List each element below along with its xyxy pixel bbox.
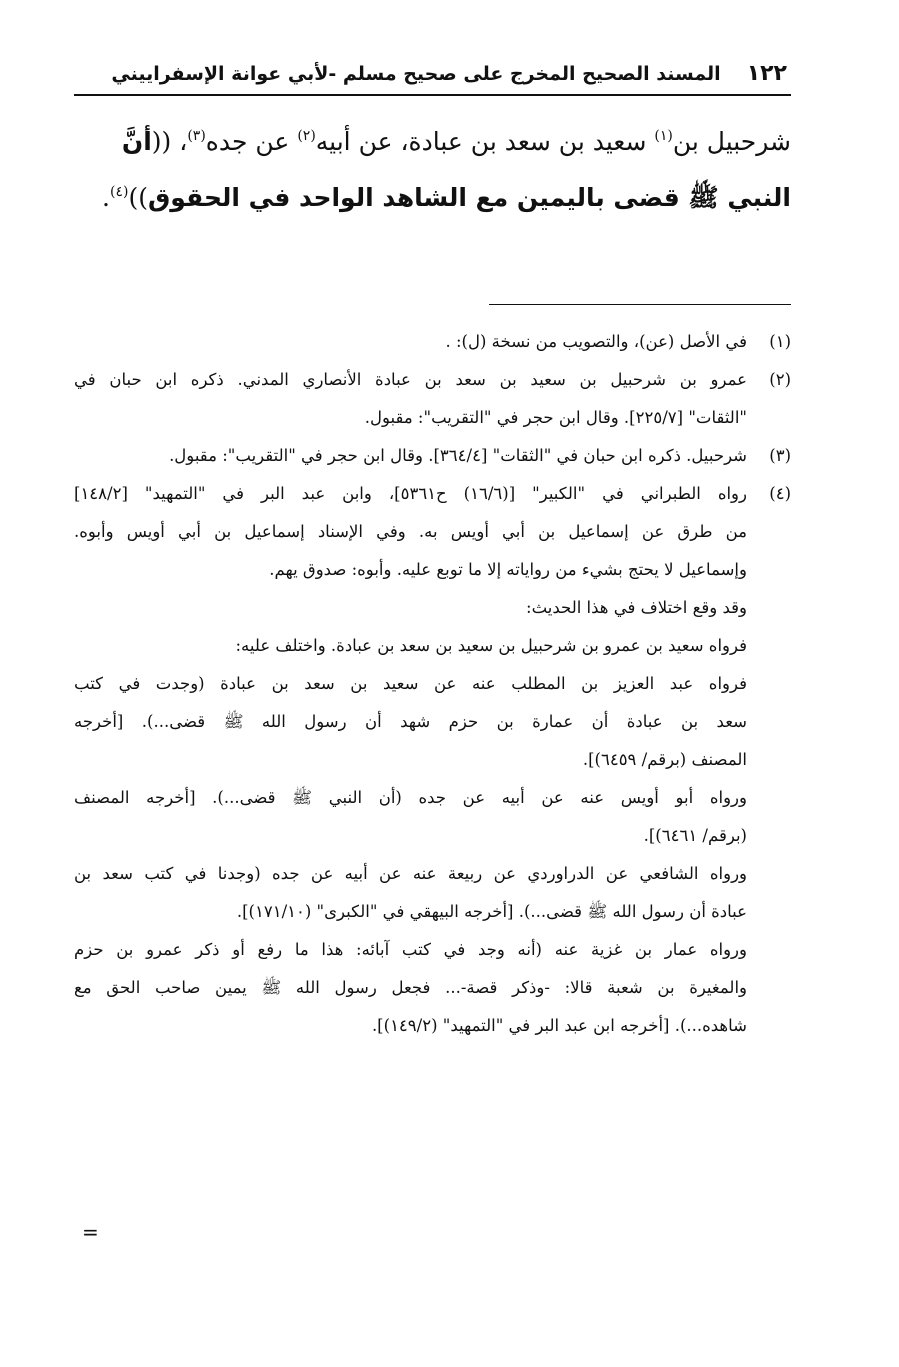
- footnote-line: سعد بن عبادة أن عمارة بن حزم شهد أن رسول الله ﷺ قضى...). [أخرجه: [74, 712, 747, 731]
- footnote-line: فرواه سعيد بن عمرو بن شرحبيل بن سعيد بن سعد بن عبادة. واختلف عليه:: [235, 636, 747, 655]
- footnote-ref-4: (٤): [109, 184, 129, 200]
- footnote-line: ورواه عمار بن غزية عنه (أنه وجد في كتب آبائه: هذا ما رفع أو ذكر عمرو بن حزم: [74, 940, 747, 959]
- hadith-text-bold: النبي ﷺ قضى باليمين مع الشاهد الواحد في الحقوق: [147, 183, 791, 212]
- continuation-mark: =: [82, 1220, 99, 1244]
- footnote-line: في الأصل (عن)، والتصويب من نسخة (ل): .: [445, 332, 747, 351]
- footnote-1: [74, 323, 791, 361]
- page-number: ١٢٢: [746, 61, 787, 86]
- main-text-part: سعيد بن سعد بن عبادة، عن أبيه: [315, 127, 655, 156]
- footnote-line: شاهده...). [أخرجه ابن عبد البر في "التمهيد" (١٤٩/٢)].: [371, 1016, 747, 1035]
- footnotes: [74, 323, 791, 1045]
- footnote-paragraph-b: [74, 665, 747, 779]
- footnote-line: وقد وقع اختلاف في هذا الحديث:: [526, 598, 747, 617]
- footnote-paragraph-d: [74, 855, 747, 931]
- footnote-ref-2: (٢): [297, 128, 316, 144]
- page: [74, 56, 791, 1045]
- footnote-separator: [489, 304, 791, 305]
- footnote-ref-3: (٣): [187, 128, 206, 144]
- footnote-number: (٣): [769, 446, 791, 465]
- footnote-2: [74, 361, 791, 437]
- footnote-line: عبادة أن رسول الله ﷺ قضى...). [أخرجه البيهقي في "الكبرى" (١٧١/١٠)].: [236, 902, 747, 921]
- footnote-3: [74, 437, 791, 475]
- main-text-part: ، ((: [151, 127, 188, 156]
- footnote-number: (٤): [769, 484, 791, 503]
- footnote-paragraph-e: [74, 931, 747, 1045]
- footnote-line: ورواه الشافعي عن الدراوردي عن ربيعة عنه عن أبيه عن جده (وجدنا في كتب سعد بن: [74, 864, 747, 883]
- footnote-line: من طرق عن إسماعيل بن أبي أويس به. وفي الإسناد إسماعيل بن أبي أويس وأبوه.: [74, 522, 747, 541]
- footnote-line: فرواه عبد العزيز بن المطلب عنه عن سعيد بن سعد بن عبادة (وجدت في كتب: [74, 674, 747, 693]
- footnote-paragraph-a: [74, 627, 747, 665]
- hadith-paragraph: [74, 114, 791, 226]
- footnote-line: رواه الطبراني في "الكبير" [(١٦/٦) ح٥٣٦١]، وابن عبد البر في "التمهيد" [١٤٨/٢]: [74, 484, 747, 503]
- footnote-4: [74, 475, 791, 627]
- footnote-paragraph-c: [74, 779, 747, 855]
- main-text-part: شرحبيل بن: [672, 127, 791, 156]
- footnote-line: "الثقات" [٢٢٥/٧]. وقال ابن حجر في "التقريب": مقبول.: [364, 408, 747, 427]
- footnote-line: والمغيرة بن شعبة قالا: -وذكر قصة-... فجعل رسول الله ﷺ يمين صاحب الحق مع: [74, 978, 747, 997]
- footnote-number: (١): [769, 332, 791, 351]
- footnote-line: شرحبيل. ذكره ابن حبان في "الثقات" [٣٦٤/٤]. وقال ابن حجر في "التقريب": مقبول.: [169, 446, 747, 465]
- header-rule: [74, 94, 791, 96]
- footnote-line: وإسماعيل لا يحتج بشيء من رواياته إلا ما توبع عليه. وأبوه: صدوق يهم.: [269, 560, 747, 579]
- footnote-line: عمرو بن شرحبيل بن سعيد بن سعد بن عبادة الأنصاري المدني. ذكره ابن حبان في: [74, 370, 747, 389]
- main-text-part: عن جده: [205, 127, 298, 156]
- main-text-part: .: [102, 183, 110, 212]
- hadith-text-bold: أنَّ: [121, 127, 152, 156]
- header-title: المسند الصحيح المخرج على صحيح مسلم -لأبي عوانة الإسفراييني: [111, 63, 721, 85]
- footnote-ref-1: (١): [654, 128, 673, 144]
- footnote-line: (برقم/ ٦٤٦١)].: [643, 826, 747, 845]
- footnote-line: المصنف (برقم/ ٦٤٥٩)].: [582, 750, 747, 769]
- running-header: [74, 56, 791, 92]
- footnote-number: (٢): [769, 370, 791, 389]
- main-text-part: )): [128, 183, 148, 212]
- footnote-line: ورواه أبو أويس عنه عن أبيه عن جده (أن النبي ﷺ قضى...). [أخرجه المصنف: [74, 788, 747, 807]
